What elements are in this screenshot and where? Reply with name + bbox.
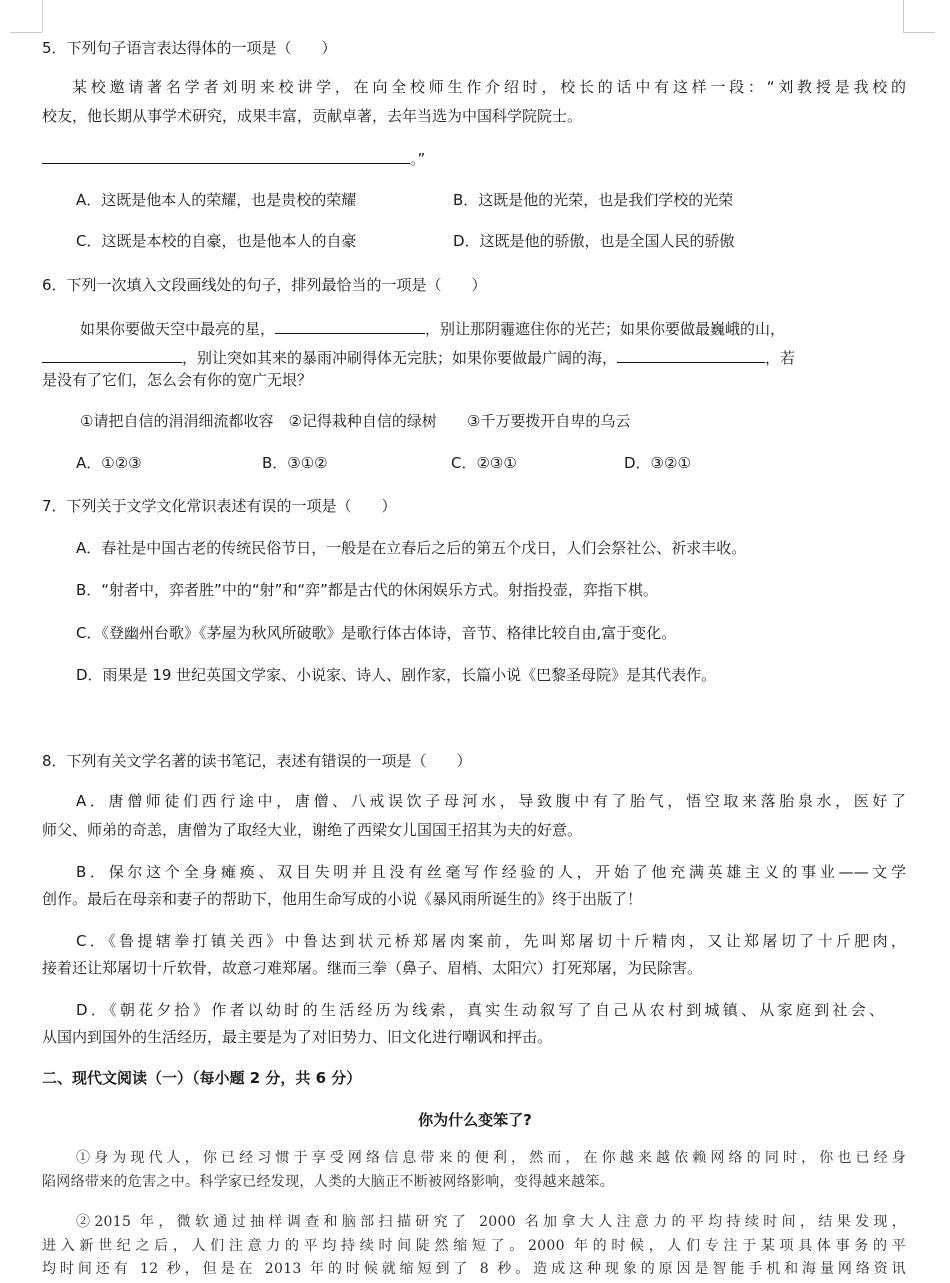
paragraph-line xyxy=(42,346,795,368)
text-segment: ，别让那阴霾遮住你的光芒；如果你要做最巍峨的山， xyxy=(425,320,786,338)
option-d-line: 从国内到国外的生活经历，最主要是为了对旧势力、旧文化进行嘲讽和抨击。 xyxy=(42,1028,553,1046)
option-a: A．春社是中国古老的传统民俗节日，一般是在立春后之后的第五个戊日，人们会祭社公、祈求丰收。 xyxy=(76,539,747,557)
answer-blank-line xyxy=(42,147,425,169)
text-segment: ，若 xyxy=(765,349,796,367)
sentence-choices: ①请把自信的涓涓细流都收容 ②记得栽种自信的绿树 ③千万要拨开自卑的乌云 xyxy=(80,412,631,430)
option-a-line: 师父、师弟的奇恙，唐僧为了取经大业，谢绝了西梁女儿国国王招其为夫的好意。 xyxy=(42,821,583,839)
option-d: D．③②① xyxy=(624,454,691,472)
passage-line: 均时间还有 12 秒，但是在 2013 年的时候就缩短到了 8 秒。造成这种现象的原因是智能手机和海量网络资讯 xyxy=(42,1261,906,1277)
passage-title: 你为什么变笨了? xyxy=(418,1111,532,1129)
text-segment: ，别让突如其来的暴雨冲刷得体无完肤；如果你要做最广阔的海， xyxy=(182,349,618,367)
passage-line: ①身为现代人，你已经习惯于享受网络信息带来的便利，然而，在你越来越依赖网络的同时，你也已经身 xyxy=(76,1150,906,1166)
passage-line: ②2015 年，微软通过抽样调查和脑部扫描研究了 2000 名加拿大人注意力的平均持续时间，结果发现， xyxy=(76,1214,906,1230)
crop-mark xyxy=(10,32,42,33)
option-a: A．这既是他本人的荣耀，也是贵校的荣耀 xyxy=(76,191,357,209)
option-b-line: B．保尔这个全身瘫痪、双目失明并且没有丝毫写作经验的人，开始了他充满英雄主义的事业——文学 xyxy=(76,863,906,881)
option-b: B．“射者中，弈者胜”中的“射”和“弈”都是古代的休闲娱乐方式。射指投壶，弈指下棋。 xyxy=(76,581,658,599)
fill-blank xyxy=(617,346,765,363)
quote-close: 。” xyxy=(410,150,426,168)
option-c-line: C．《鲁提辖拳打镇关西》中鲁达到状元桥郑屠肉案前，先叫郑屠切十斤精肉，又让郑屠切了十斤肥肉， xyxy=(76,932,906,950)
option-b: B．③①② xyxy=(262,454,328,472)
passage-line: 进入新世纪之后，人们注意力的平均持续时间陡然缩短了。2000 年的时候，人们专注于某项具体事务的平 xyxy=(42,1238,906,1254)
question-stem: 5．下列句子语言表达得体的一项是（ ） xyxy=(42,39,337,57)
option-b-line: 创作。最后在母亲和妻子的帮助下，他用生命写成的小说《暴风雨所诞生的》终于出版了！ xyxy=(42,890,643,908)
option-d-line: D．《朝花夕拾》作者以幼时的生活经历为线索，真实生动叙写了自己从农村到城镇、从家庭到社会、 xyxy=(76,1001,884,1019)
fill-blank xyxy=(275,317,425,334)
crop-mark xyxy=(42,0,43,32)
paragraph-line: 是没有了它们，怎么会有你的宽广无垠？ xyxy=(42,371,313,389)
section-heading: 二、现代文阅读（一）（每小题 2 分，共 6 分） xyxy=(42,1069,362,1087)
crop-mark xyxy=(903,32,935,33)
option-a: A．①②③ xyxy=(76,454,142,472)
option-c: C．这既是本校的自豪，也是他本人的自豪 xyxy=(76,232,357,250)
paragraph-line xyxy=(80,317,785,339)
text-segment: 如果你要做天空中最亮的星， xyxy=(80,320,276,338)
option-d: D．这既是他的骄傲，也是全国人民的骄傲 xyxy=(453,232,735,250)
passage-line: 陷网络带来的危害之中。科学家已经发现，人类的大脑正不断被网络影响，变得越来越笨。 xyxy=(42,1174,614,1190)
question-stem: 8．下列有关文学名著的读书笔记，表述有错误的一项是（ ） xyxy=(42,752,472,770)
option-c: C．②③① xyxy=(451,454,517,472)
option-b: B．这既是他的光荣，也是我们学校的光荣 xyxy=(453,191,734,209)
option-a-line: A．唐僧师徒们西行途中，唐僧、八戒误饮子母河水，导致腹中有了胎气，悟空取来落胎泉水，医好了 xyxy=(76,792,906,810)
fill-blank xyxy=(42,346,182,363)
paragraph-line: 校友，他长期从事学术研究，成果丰富，贡献卓著，去年当选为中国科学院院士。 xyxy=(42,107,583,125)
fill-blank xyxy=(42,147,410,164)
option-c: C．《登幽州台歌》《茅屋为秋风所破歌》是歌行体古体诗，音节、格律比较自由,富于变化。 xyxy=(76,624,677,642)
question-stem: 7．下列关于文学文化常识表述有误的一项是（ ） xyxy=(42,497,397,515)
option-d: D．雨果是 19 世纪英国文学家、小说家、诗人、剧作家，长篇小说《巴黎圣母院》是其代表作。 xyxy=(76,666,717,684)
option-c-line: 接着还让郑屠切十斤软骨，故意刁难郑屠。继而三拳（鼻子、眉梢、太阳穴）打死郑屠，为民除害。 xyxy=(42,959,703,977)
question-stem: 6．下列一次填入文段画线处的句子，排列最恰当的一项是（ ） xyxy=(42,276,487,294)
crop-mark xyxy=(903,0,904,32)
paragraph-line: 某校邀请著名学者刘明来校讲学，在向全校师生作介绍时，校长的话中有这样一段：“刘教授是我校的 xyxy=(72,78,906,96)
